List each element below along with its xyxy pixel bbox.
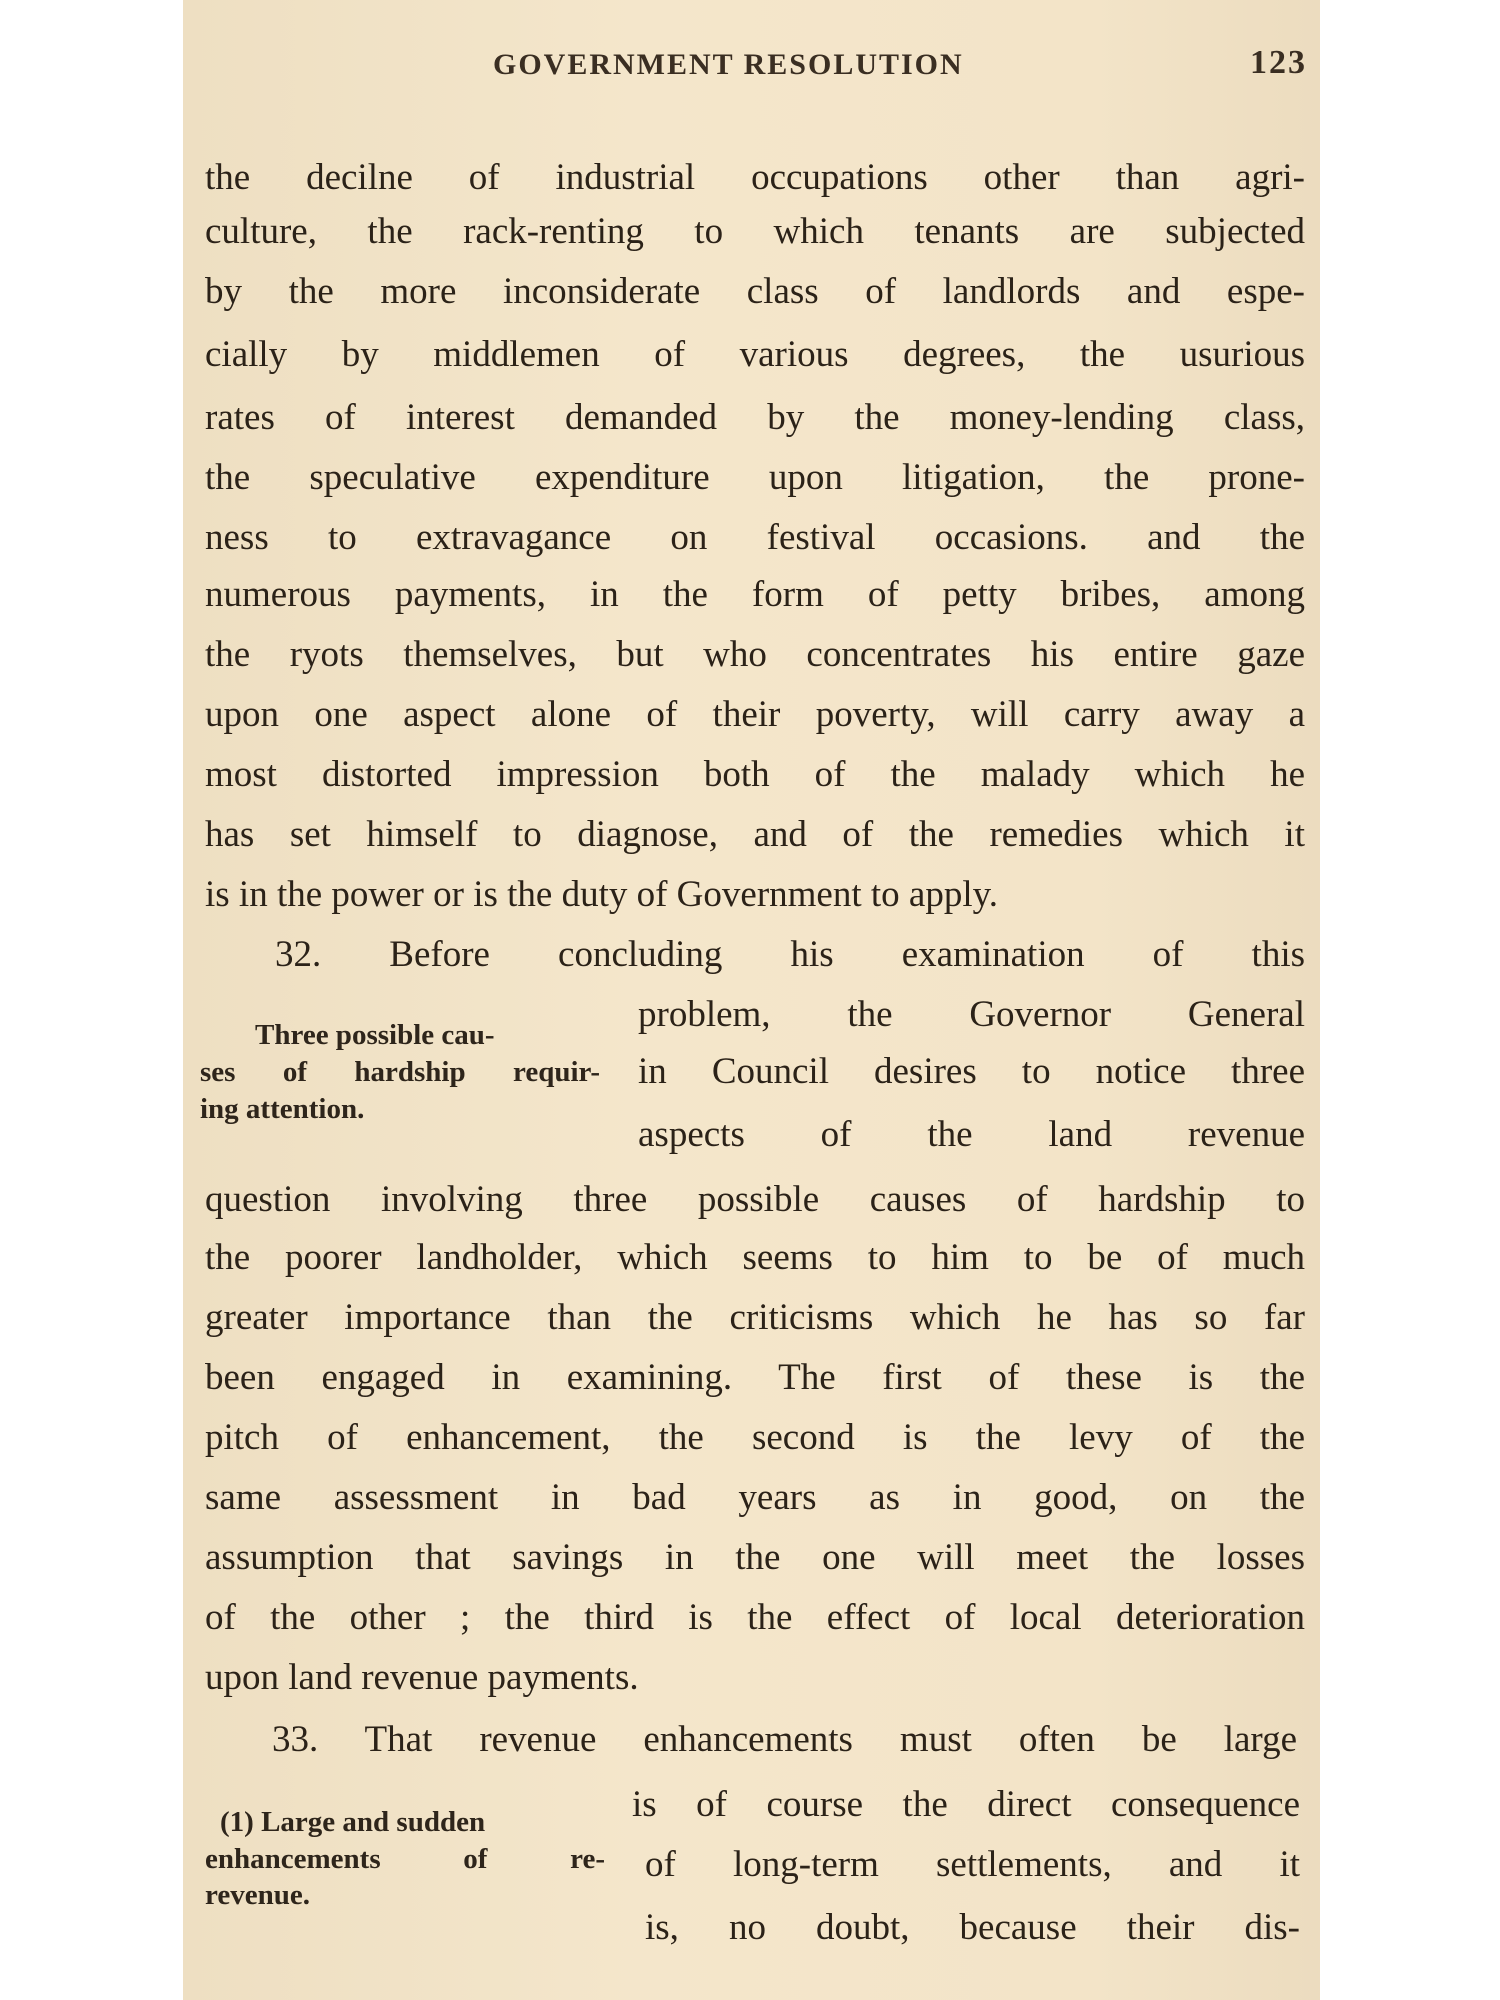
margin-note-line: ing attention. <box>200 1093 365 1125</box>
body-line: of long-term settlements, and it <box>645 1844 1300 1885</box>
margin-note-line: ses of hardship requir- <box>200 1056 600 1088</box>
body-line: rates of interest demanded by the money-lending class, <box>205 397 1305 438</box>
body-line: pitch of enhancement, the second is the levy of the <box>205 1417 1305 1458</box>
body-line: the speculative expenditure upon litigation, the prone- <box>205 457 1305 498</box>
body-line: the decilne of industrial occupations other than agri- <box>205 157 1305 198</box>
body-line: the poorer landholder, which seems to him to be of much <box>205 1237 1305 1278</box>
body-line: cially by middlemen of various degrees, the usurious <box>205 334 1305 375</box>
body-line: the ryots themselves, but who concentrates his entire gaze <box>205 634 1305 675</box>
body-line: ness to extravagance on festival occasions. and the <box>205 517 1305 558</box>
running-title: GOVERNMENT RESOLUTION <box>493 48 964 81</box>
margin-note-line: Three possible cau- <box>255 1019 495 1051</box>
body-line: question involving three possible causes of hardship to <box>205 1179 1305 1220</box>
body-line: been engaged in examining. The first of these is the <box>205 1357 1305 1398</box>
body-line: same assessment in bad years as in good, on the <box>205 1477 1305 1518</box>
body-line: has set himself to diagnose, and of the remedies which it <box>205 814 1305 855</box>
body-line: by the more inconsiderate class of landlords and espe- <box>205 271 1305 312</box>
body-line: is in the power or is the duty of Government to apply. <box>205 874 998 915</box>
body-line: problem, the Governor General <box>638 994 1305 1035</box>
body-line: assumption that savings in the one will meet the losses <box>205 1537 1305 1578</box>
body-line: is of course the direct consequence <box>632 1784 1300 1825</box>
body-line: culture, the rack-renting to which tenants are subjected <box>205 211 1305 252</box>
margin-note-line: (1) Large and sudden <box>220 1806 486 1838</box>
page-number: 123 <box>1250 44 1307 81</box>
margin-note-line: revenue. <box>205 1879 310 1911</box>
body-line: upon land revenue payments. <box>205 1657 639 1698</box>
body-line: in Council desires to notice three <box>638 1051 1305 1092</box>
body-line: greater importance than the criticisms which he has so far <box>205 1297 1305 1338</box>
paragraph-32-start: 32. Before concluding his examination of this <box>275 934 1305 975</box>
body-line: of the other ; the third is the effect of local deterioration <box>205 1597 1305 1638</box>
body-line: upon one aspect alone of their poverty, will carry away a <box>205 694 1305 735</box>
body-line: most distorted impression both of the malady which he <box>205 754 1305 795</box>
body-line: numerous payments, in the form of petty bribes, among <box>205 574 1305 615</box>
body-line: aspects of the land revenue <box>638 1114 1305 1155</box>
margin-note-line: enhancements of re- <box>205 1843 605 1875</box>
paragraph-33-start: 33. That revenue enhancements must often be large <box>272 1719 1297 1760</box>
body-line: is, no doubt, because their dis- <box>645 1907 1300 1948</box>
